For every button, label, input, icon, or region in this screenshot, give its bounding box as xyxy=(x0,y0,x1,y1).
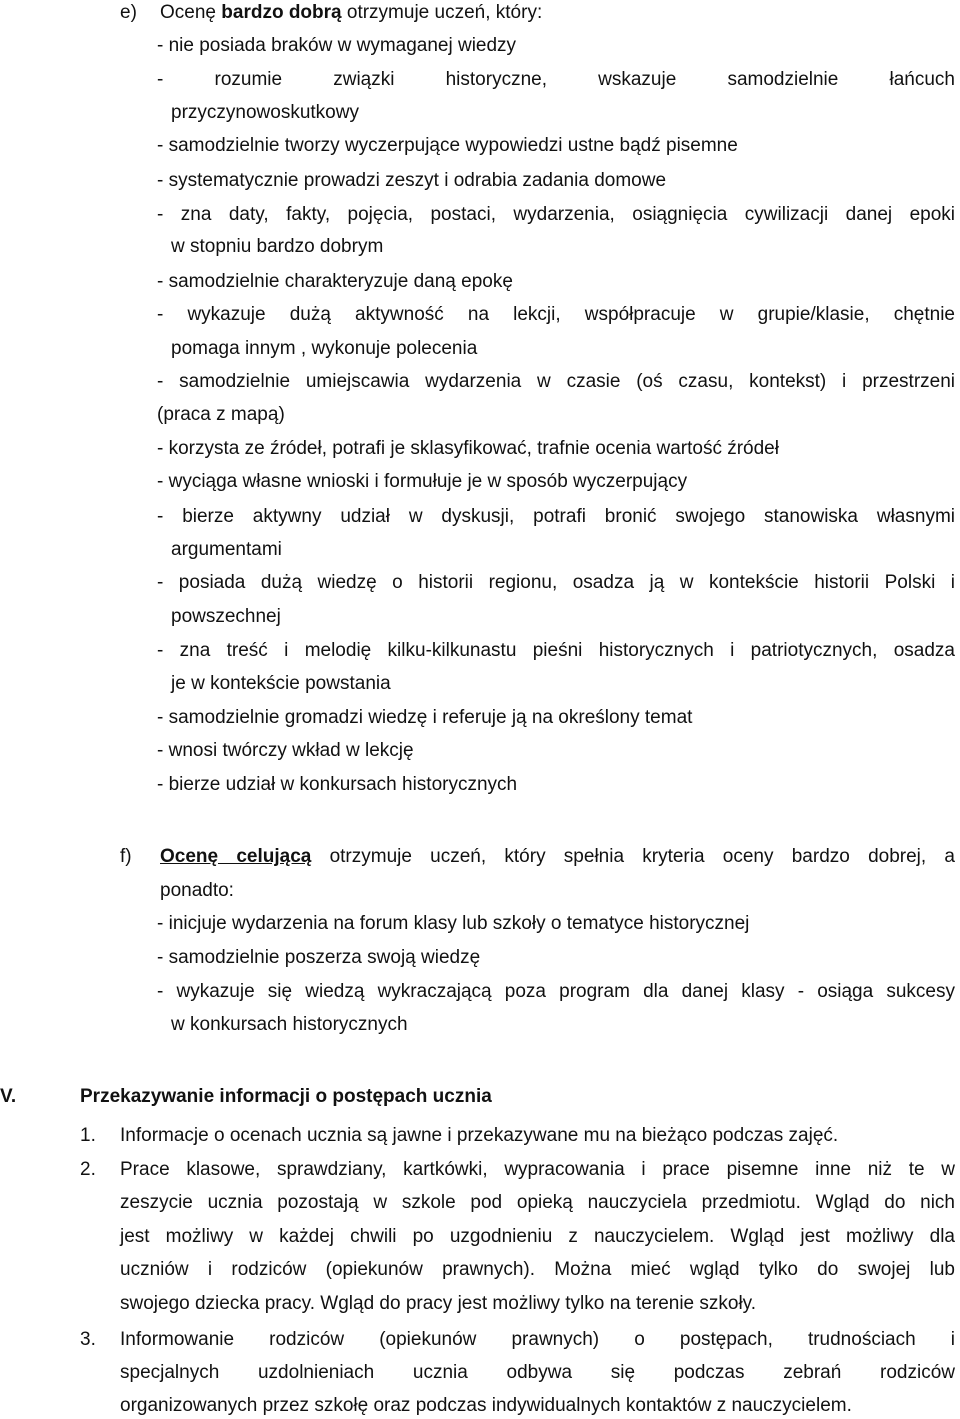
list-item: - zna treść i melodię kilku-kilkunastu pieśni historycznych i patriotycznych, osadza xyxy=(157,640,955,661)
section-f-intro-post: otrzymuje uczeń, który spełnia kryteria oceny bardzo dobrej, a xyxy=(311,846,955,867)
list-item: - samodzielnie umiejscawia wydarzenia w czasie (oś czasu, kontekst) i przestrzeni xyxy=(157,371,955,392)
list-item: - wyciąga własne wnioski i formułuje je w sposób wyczerpujący xyxy=(157,471,688,492)
list-item-continuation: powszechnej xyxy=(171,606,281,627)
list-item-continuation: argumentami xyxy=(171,539,282,560)
list-item: - wnosi twórczy wkład w lekcję xyxy=(157,740,414,761)
point-number: 1. xyxy=(80,1125,96,1146)
list-item-continuation: w stopniu bardzo dobrym xyxy=(171,236,384,257)
point-line: swojego dziecka pracy. Wgląd do pracy jest możliwy tylko na terenie szkoły. xyxy=(120,1293,757,1314)
list-item: - wykazuje dużą aktywność na lekcji, współpracuje w grupie/klasie, chętnie xyxy=(157,304,955,325)
point-line: zeszycie ucznia pozostają w szkole pod opieką nauczyciela przedmiotu. Wgląd do nich xyxy=(120,1192,955,1213)
point-line: jest możliwy w każdej chwili po uzgodnieniu z nauczycielem. Wgląd jest możliwy dla xyxy=(120,1226,955,1247)
list-item: - zna daty, fakty, pojęcia, postaci, wydarzenia, osiągnięcia cywilizacji danej epoki xyxy=(157,204,955,225)
point-line: Informacje o ocenach ucznia są jawne i przekazywane mu na bieżąco podczas zajęć. xyxy=(120,1125,839,1146)
list-item-continuation: pomaga innym , wykonuje polecenia xyxy=(171,338,478,359)
point-line: organizowanych przez szkołę oraz podczas indywidualnych kontaktów z nauczycielem. xyxy=(120,1395,852,1416)
section-f-intro-cont: ponadto: xyxy=(160,880,234,901)
list-item: - samodzielnie tworzy wyczerpujące wypowiedzi ustne bądź pisemne xyxy=(157,135,738,156)
point-line: uczniów i rodziców (opiekunów prawnych). Można mieć wgląd tylko do swojej lub xyxy=(120,1259,955,1280)
point-number: 3. xyxy=(80,1329,96,1350)
list-item: - posiada dużą wiedzę o historii regionu, osadza ją w kontekście historii Polski i xyxy=(157,572,955,593)
list-item: - samodzielnie gromadzi wiedzę i referuje ją na określony temat xyxy=(157,707,693,728)
point-line: specjalnych uzdolnieniach ucznia odbywa się podczas zebrań rodziców xyxy=(120,1362,955,1383)
section-e-grade: bardzo dobrą xyxy=(221,2,342,23)
list-item-continuation: je w kontekście powstania xyxy=(171,673,391,694)
list-item: - rozumie związki historyczne, wskazuje samodzielnie łańcuch xyxy=(157,69,955,90)
list-item: - wykazuje się wiedzą wykraczającą poza program dla danej klasy - osiąga sukcesy xyxy=(157,981,955,1002)
list-item: - bierze aktywny udział w dyskusji, potrafi bronić swojego stanowiska własnymi xyxy=(157,506,955,527)
point-line: Informowanie rodziców (opiekunów prawnych) o postępach, trudnościach i xyxy=(120,1329,955,1350)
list-item: - nie posiada braków w wymaganej wiedzy xyxy=(157,35,517,56)
section-e-intro-post: otrzymuje uczeń, który: xyxy=(341,2,543,23)
list-item-continuation: przyczynowoskutkowy xyxy=(171,102,359,123)
section-e-intro-pre: Ocenę xyxy=(160,2,222,23)
list-item-continuation: (praca z mapą) xyxy=(157,404,285,425)
section-e-intro xyxy=(160,1,542,25)
list-item: - inicjuje wydarzenia na forum klasy lub szkoły o tematyce historycznej xyxy=(157,913,750,934)
list-item: - samodzielnie charakteryzuje daną epokę xyxy=(157,271,513,292)
section-v-numeral: V. xyxy=(0,1086,17,1107)
section-v-heading: Przekazywanie informacji o postępach ucznia xyxy=(80,1086,492,1107)
list-item-continuation: w konkursach historycznych xyxy=(171,1014,408,1035)
list-item: - systematycznie prowadzi zeszyt i odrabia zadania domowe xyxy=(157,170,667,191)
list-item: - bierze udział w konkursach historycznych xyxy=(157,774,518,795)
point-number: 2. xyxy=(80,1159,96,1180)
section-e-marker: e) xyxy=(120,2,137,23)
point-line: Prace klasowe, sprawdziany, kartkówki, wypracowania i prace pisemne inne niż te w xyxy=(120,1159,955,1180)
list-item: - korzysta ze źródeł, potrafi je sklasyfikować, trafnie ocenia wartość źródeł xyxy=(157,438,779,459)
section-f-intro xyxy=(160,845,955,869)
section-f-marker: f) xyxy=(120,846,132,867)
section-f-grade: Ocenę celującą xyxy=(160,846,312,867)
list-item: - samodzielnie poszerza swoją wiedzę xyxy=(157,947,481,968)
